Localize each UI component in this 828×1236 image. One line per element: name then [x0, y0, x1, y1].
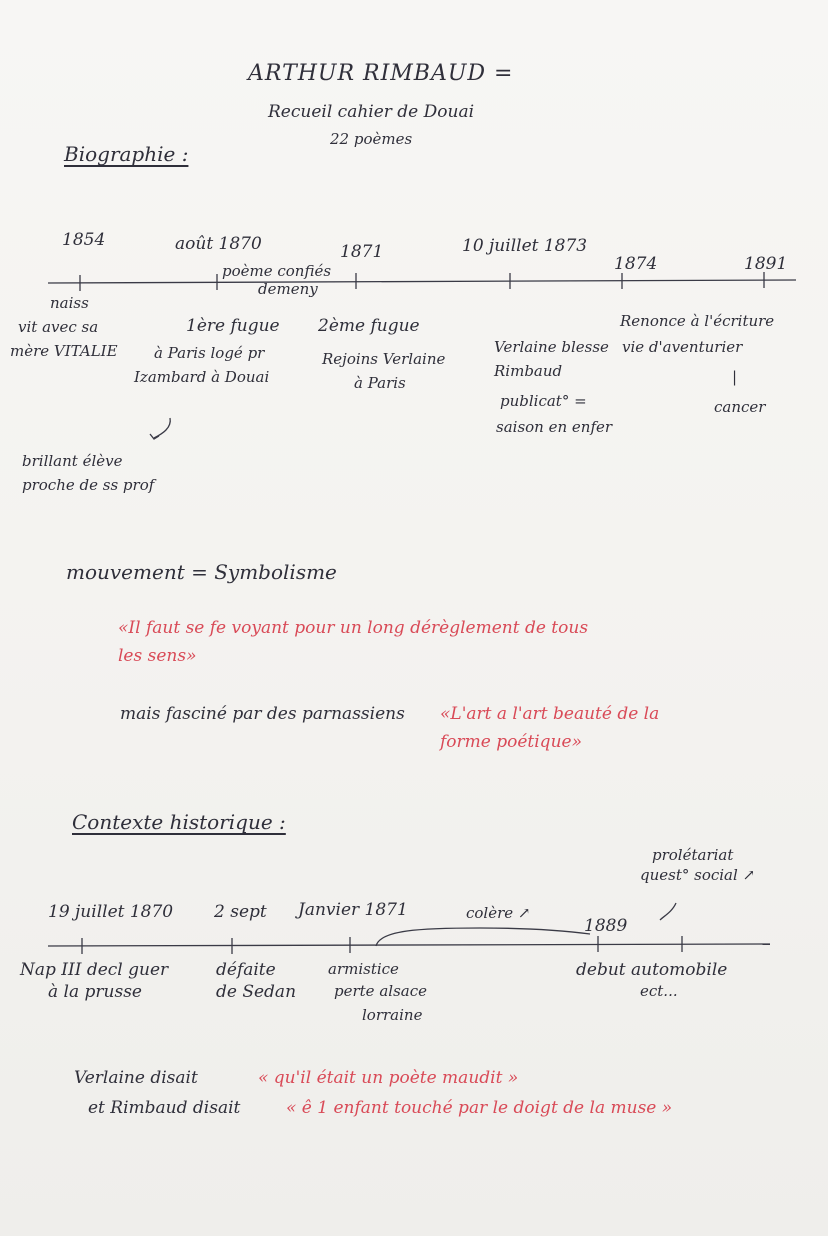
student-arrow-head — [150, 434, 159, 439]
ctx-1870-line1: Nap III decl guer — [20, 960, 169, 980]
event-1874-line3: | — [732, 368, 738, 386]
event-1873-line4: saison en enfer — [496, 418, 613, 436]
page-subtitle: Recueil cahier de Douai — [268, 102, 475, 122]
parnasse-quote: «L'art a l'art beauté de la — [440, 704, 660, 724]
event-1870-line2: à Paris logé pr — [154, 344, 265, 362]
biography-timeline-axis — [48, 280, 796, 283]
ctx-jan-line3: lorraine — [362, 1006, 423, 1024]
proletariat-arrow — [660, 903, 676, 920]
date-1874: 1874 — [614, 254, 658, 274]
ctx-date-1889: 1889 — [584, 916, 628, 936]
voyant-quote-end: les sens» — [118, 646, 197, 666]
poem-note-2: demeny — [258, 280, 318, 298]
ctx-1889-line1: debut automobile — [576, 960, 728, 980]
event-1871-line3: à Paris — [354, 374, 406, 392]
rimbaud-lead: et Rimbaud disait — [88, 1098, 241, 1118]
student-note-line1: brillant élève — [22, 452, 123, 470]
event-1873-line2: Rimbaud — [494, 362, 563, 380]
poem-note-1: poème confiés — [222, 262, 332, 280]
event-1873-line3: publicat° = — [500, 392, 587, 410]
ctx-sept-line2: de Sedan — [216, 982, 297, 1002]
event-1874-line4: cancer — [714, 398, 766, 416]
ctx-jan-line2: perte alsace — [334, 982, 427, 1000]
event-1854-line2: vit avec sa — [18, 318, 99, 336]
voyant-quote: «Il faut se fe voyant pour un long dérèglement de tous — [118, 618, 589, 638]
event-1874-line2: vie d'aventurier — [622, 338, 743, 356]
proletariat-line1: prolétariat — [652, 846, 734, 864]
rimbaud-quote: « ê 1 enfant touché par le doigt de la muse » — [286, 1098, 673, 1118]
ctx-date-jan-1871: Janvier 1871 — [298, 900, 408, 920]
proletariat-line2: quest° social ↗ — [640, 866, 756, 884]
event-1854-line1: naiss — [50, 294, 89, 312]
ctx-jan-line1: armistice — [328, 960, 399, 978]
context-timeline-axis — [48, 944, 770, 946]
colere-brace — [376, 928, 590, 946]
colere-label: colère ↗ — [466, 904, 531, 922]
context-heading: Contexte historique : — [72, 810, 286, 834]
verlaine-lead: Verlaine disait — [74, 1068, 198, 1088]
event-1873-line1: Verlaine blesse — [494, 338, 609, 356]
ctx-1889-line2: ect... — [640, 982, 678, 1000]
date-1871: 1871 — [340, 242, 384, 262]
date-july-1873: 10 juillet 1873 — [462, 236, 588, 256]
event-1854-line3: mère VITALIE — [10, 342, 118, 360]
student-note-line2: proche de ss prof — [22, 476, 155, 494]
event-1870-line3: Izambard à Douai — [134, 368, 270, 386]
event-1871-line1: 2ème fugue — [318, 316, 420, 336]
parnasse-quote-end: forme poétique» — [440, 732, 582, 752]
movement-line: mouvement = Symbolisme — [66, 560, 337, 584]
poem-count: 22 poèmes — [330, 130, 413, 148]
date-aout-1870: août 1870 — [175, 234, 262, 254]
biography-heading: Biographie : — [64, 142, 189, 166]
event-1874-line1: Renonce à l'écriture — [620, 312, 775, 330]
page-title: ARTHUR RIMBAUD = — [248, 61, 514, 86]
event-1870-line1: 1ère fugue — [186, 316, 280, 336]
verlaine-quote: « qu'il était un poète maudit » — [258, 1068, 519, 1088]
event-1871-line2: Rejoins Verlaine — [322, 350, 446, 368]
ctx-date-july-1870: 19 juillet 1870 — [48, 902, 174, 922]
date-1854: 1854 — [62, 230, 106, 250]
ctx-sept-line1: défaite — [216, 960, 276, 980]
parnasse-lead: mais fasciné par des parnassiens — [120, 704, 405, 724]
date-1891: 1891 — [744, 254, 788, 274]
ctx-1870-line2: à la prusse — [48, 982, 142, 1002]
ctx-date-sept: 2 sept — [214, 902, 267, 922]
student-arrow — [154, 418, 170, 438]
